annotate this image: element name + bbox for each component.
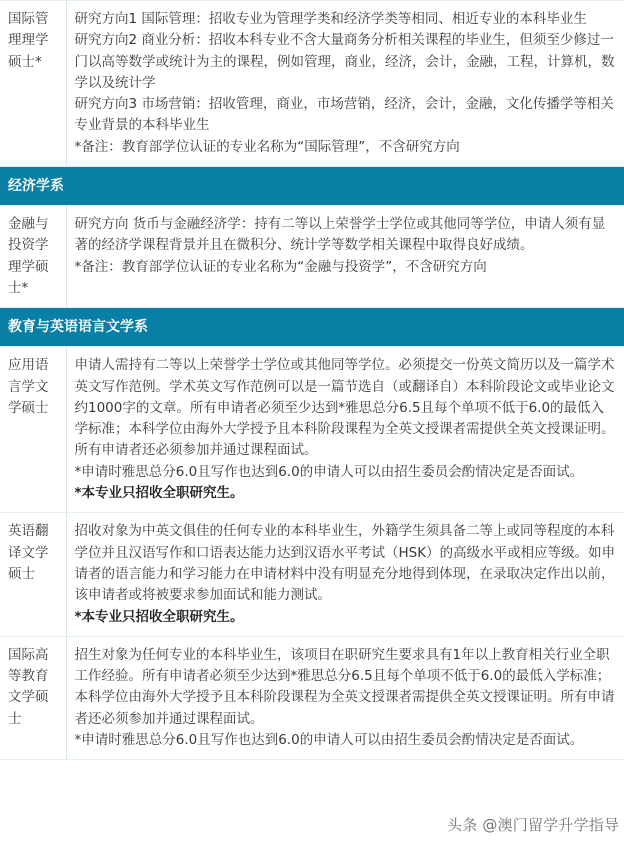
requirement-note: *申请时雅思总分6.0且写作也达到6.0的申请人可以由招生委员会酌情决定是否面试。	[74, 463, 584, 480]
program-row-international-management	[0, 1, 624, 167]
department-name: 教育与英语语言文学系	[0, 308, 624, 347]
program-requirements	[66, 513, 624, 636]
program-row-international-higher-education	[0, 636, 624, 759]
requirement-line: 研究方向1 国际管理：招收专业为管理学类和经济学类等相同、相近专业的本科毕业生	[74, 11, 587, 27]
program-row-english-translation	[0, 513, 624, 636]
program-name: 金融与投资学理学硕士*	[0, 206, 66, 308]
program-row-applied-linguistics	[0, 347, 624, 513]
requirement-line: 招收对象为中英文俱佳的任何专业的本科毕业生，外籍学生须具备二等上或同等程度的本科学位并且汉语写作和口语表达能力达到汉语水平考试（HSK）的高级水平或相应等级。如申请者的语言能力和学习能力在申请材料中没有明显充分地得到体现，在录取决定作出以前，该申请者或将被要求参加面试和能力测试。	[74, 523, 616, 604]
requirement-line: 招生对象为任何专业的本科毕业生，该项目在职研究生要求具有1年以上教育相关行业全职工作经验。所有申请者必须至少达到*雅思总分6.5且每个单项不低于6.0的最低入学标准；本科学位由海外大学授予且本科阶段课程为全英文授课者需提供全英文授课证明。所有申请者还必须参加并通过课程面试。	[74, 646, 615, 727]
requirement-note: *申请时雅思总分6.0且写作也达到6.0的申请人可以由招生委员会酌情决定是否面试。	[74, 732, 584, 749]
program-requirements	[66, 347, 624, 513]
requirement-line: 申请人需持有二等以上荣誉学士学位或其他同等学位。必须提交一份英文简历以及一篇学术英文写作范例。学术英文写作范例可以是一篇节选自（或翻译自）本科阶段论文或毕业论文约1000字的文章。所有申请者必须至少达到*雅思总分6.5且每个单项不低于6.0的最低入学标准；本科学位由海外大学授予且本科阶段课程为全英文授课者需提供全英文授课证明。所有申请者还必须参加并通过课程面试。	[74, 357, 615, 459]
program-name: 应用语言学文学硕士	[0, 347, 66, 513]
department-name: 经济学系	[0, 167, 624, 206]
program-row-finance-investment	[0, 206, 624, 308]
requirement-note: *备注：教育部学位认证的专业名称为“国际管理”，不含研究方向	[74, 138, 460, 155]
program-requirements	[66, 636, 624, 759]
requirement-line: 研究方向2 商业分析：招收本科专业不含大量商务分析相关课程的毕业生，但须至少修过一门以高等数学或统计为主的课程，例如管理，商业，经济，会计，金融，工程，计算机，数学以及统计学	[74, 32, 615, 91]
requirement-fulltime-note: *本专业只招收全职研究生。	[74, 608, 244, 625]
watermark: 头条 @澳门留学升学指导	[447, 816, 620, 834]
program-requirements	[66, 1, 624, 167]
requirement-note: *备注：教育部学位认证的专业名称为“金融与投资学”，不含研究方向	[74, 258, 487, 275]
program-requirements	[66, 206, 624, 308]
requirement-line: 研究方向3 市场营销：招收管理，商业，市场营销，经济，会计，金融，文化传播学等相关专业背景的本科毕业生	[74, 96, 614, 134]
department-header-education-english	[0, 308, 624, 347]
program-name: 国际管理理学硕士*	[0, 1, 66, 167]
program-name: 英语翻译文学硕士	[0, 513, 66, 636]
requirement-fulltime-note: *本专业只招收全职研究生。	[74, 485, 244, 502]
program-name: 国际高等教育文学硕士	[0, 636, 66, 759]
requirement-line: 研究方向 货币与金融经济学：持有二等以上荣誉学士学位或其他同等学位，申请人须有显著的经济学课程背景并且在微积分、统计学等数学相关课程中取得良好成绩。	[74, 216, 606, 254]
department-header-economics	[0, 167, 624, 206]
